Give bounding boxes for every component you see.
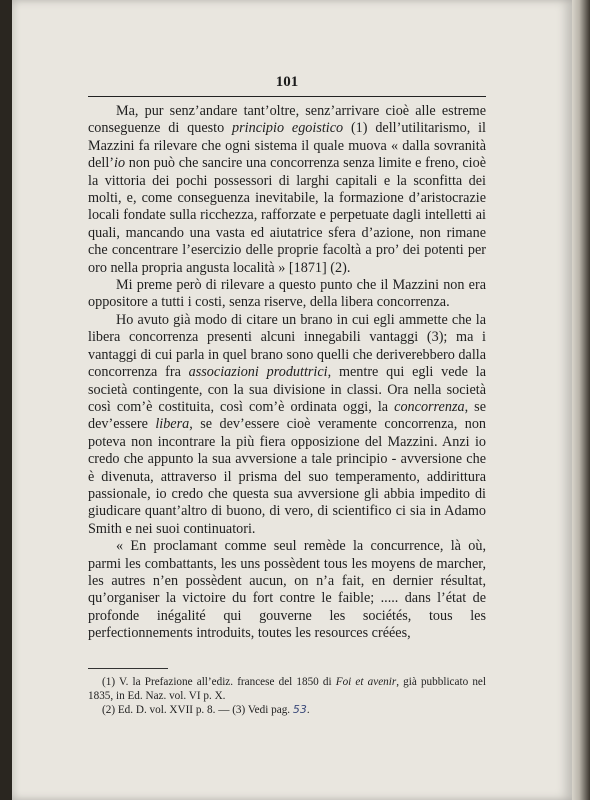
body-text	[88, 103, 486, 643]
italic-text: principio egoistico	[232, 120, 344, 137]
italic-text: Foi et avenir	[335, 676, 397, 688]
text-segment: , mentre qui egli vede la società contingente, con la sua divisione in classi. Ora nella società così com’è costituita, così com’è ordinata oggi, la	[88, 364, 486, 415]
handwritten-annotation: 53	[292, 703, 307, 717]
text-segment: , se dev’essere cioè veramente concorrenza, non poteva non incontrare la più fiera opposizione del Mazzini. Anzi io credo che appunto la sua avversione a tale principio - avversione che è divenuta, attraverso il prisma del suo temperamento, addirittura passionale, io credo che questa sua avversione gli abbia impedito di giudicare quant’altro di buono, di vero, di scientifico ci sia in Adamo Smith e nei suoi continuatori.	[88, 416, 487, 537]
text-segment: .	[306, 704, 310, 717]
italic-text: concorrenza	[394, 398, 465, 415]
italic-text: io	[114, 155, 126, 172]
text-segment: « En proclamant comme seul remède la concurrence, là où, parmi les combattants, les uns possèdent tous les moyens de marcher, les autres n’en possèdent aucun, on n’a fait, en dernier résultat, qu’organiser la victoire du fort contre le faible; ..... dans l’état de profonde inégalité qui gouverne les sociétés, tous les perfectionnements introduits, toutes les resources créées,	[88, 538, 486, 642]
text-segment: Ma, pur senz’andare tant’oltre, senz’arrivare cioè alle estreme conseguenze di questo	[88, 103, 486, 137]
paragraph	[88, 277, 486, 312]
text-segment: Ho avuto già modo di citare un brano in cui egli ammette che la libera concorrenza presenti alcuni innegabili vantaggi (3); ma i vantaggi di cui parla in quel brano sono quelli che deriverebbero dalla concorrenza fra	[88, 311, 486, 381]
italic-text: associazioni produttrici	[188, 364, 328, 381]
text-segment: (2) Ed. D. vol. XVII p. 8. — (3) Vedi pag.	[102, 704, 293, 717]
paragraph	[88, 538, 486, 642]
book-page	[12, 0, 572, 800]
footnote-separator	[88, 668, 168, 669]
footnote	[88, 676, 486, 703]
text-segment: (1) dell’utilitarismo, il Mazzini fa rilevare che ogni sistema il quale muova « dalla sovranità dell’	[88, 120, 486, 172]
footnotes	[88, 676, 486, 718]
italic-text: libera	[155, 416, 190, 433]
text-segment: , se dev’essere	[88, 398, 486, 433]
text-segment: , già pubblicato nel 1835, in Ed. Naz. vol. VI p. X.	[88, 676, 486, 702]
page-header	[88, 72, 486, 97]
paragraph	[88, 312, 486, 538]
text-segment: non può che sancire una concorrenza senza limite e freno, cioè la vittoria dei pochi possessori di larghi capitali e la sconfitta dei molti, e, come conseguenza inevitabile, la formazione d’aristocrazie locali fondate sulla ricchezza, rafforzate e perpetuate dagli intelletti ai quali, mancando una vasta ed aiutatrice sfera d’azione, non rimane che concentrare l’esercizio delle proprie facoltà a pro’ dei potenti per oro nella propria angusta località » [1871] (2).	[88, 155, 486, 276]
footnote	[88, 703, 486, 718]
book-binding-gutter	[572, 0, 590, 800]
paragraph	[88, 103, 486, 277]
text-segment: Mi preme però di rilevare a questo punto che il Mazzini non era oppositore a tutti i costi, senza riserve, della libera concorrenza.	[88, 277, 486, 311]
text-segment: (1) V. la Prefazione all’ediz. francese del 1850 di	[102, 676, 336, 688]
page-number: 101	[275, 74, 299, 90]
